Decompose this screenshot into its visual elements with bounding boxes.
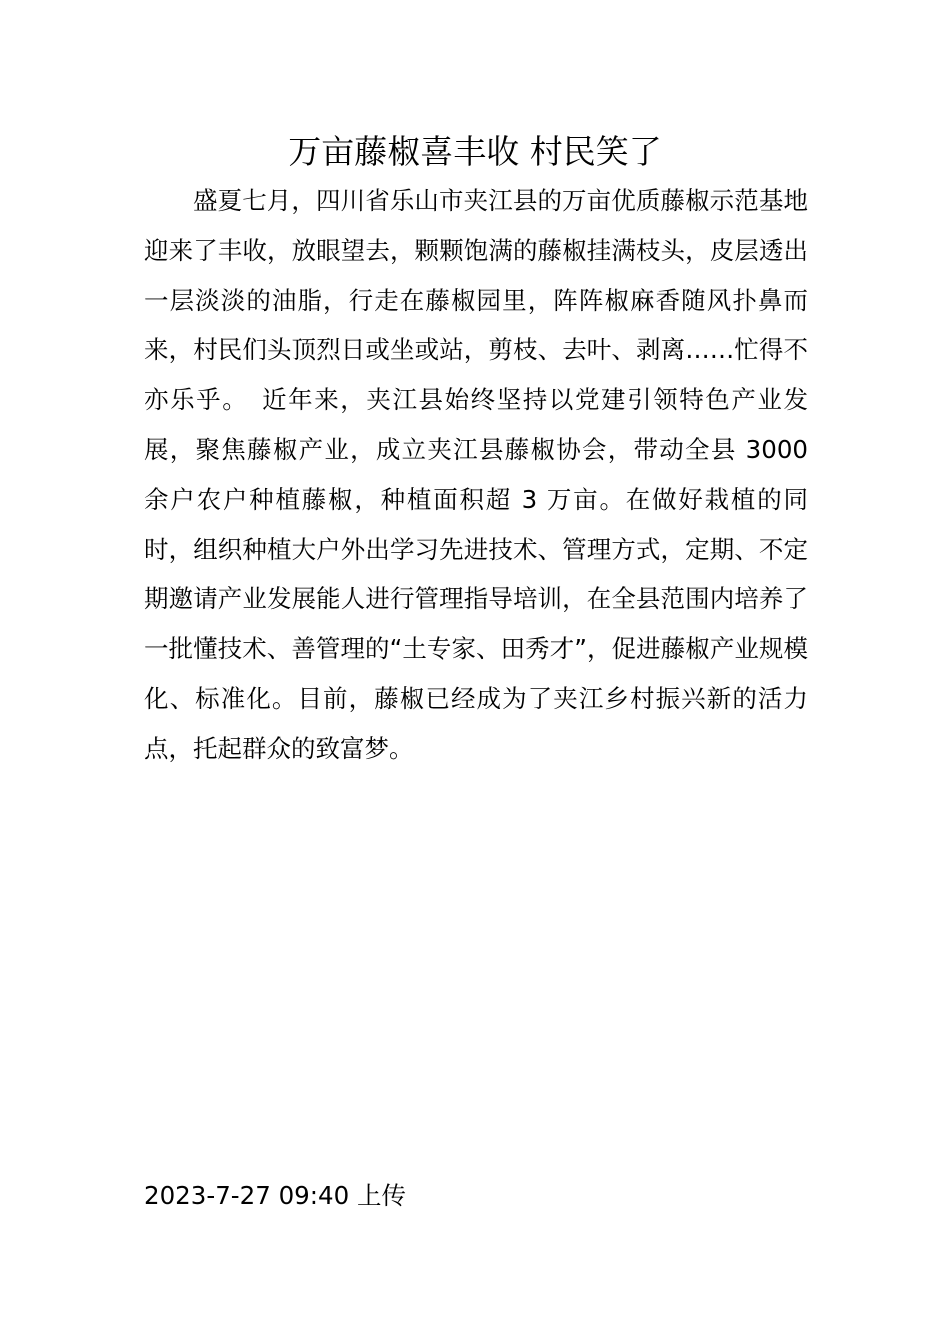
article-body: 盛夏七月，四川省乐山市夹江县的万亩优质藤椒示范基地迎来了丰收，放眼望去，颗颗饱满的藤椒挂满枝头，皮层透出一层淡淡的油脂，行走在藤椒园里，阵阵椒麻香随风扑鼻而来，村民们头顶烈日或坐或站，剪枝、去叶、剥离……忙得不亦乐乎。 近年来，夹江县始终坚持以党建引领特色产业发展，聚焦藤椒产业，成立夹江县藤椒协会，带动全县 3000 余户农户种植藤椒，种植面积超 3 万亩。在做好栽植的同时，组织种植大户外出学习先进技术、管理方式，定期、不定期邀请产业发展能人进行管理指导培训，在全县范围内培养了一批懂技术、善管理的“土专家、田秀才”，促进藤椒产业规模化、标准化。目前，藤椒已经成为了夹江乡村振兴新的活力点，托起群众的致富梦。: [144, 186, 808, 763]
article-title: 万亩藤椒喜丰收 村民笑了: [288, 132, 662, 171]
upload-timestamp: 2023-7-27 09:40 上传: [144, 1181, 406, 1210]
